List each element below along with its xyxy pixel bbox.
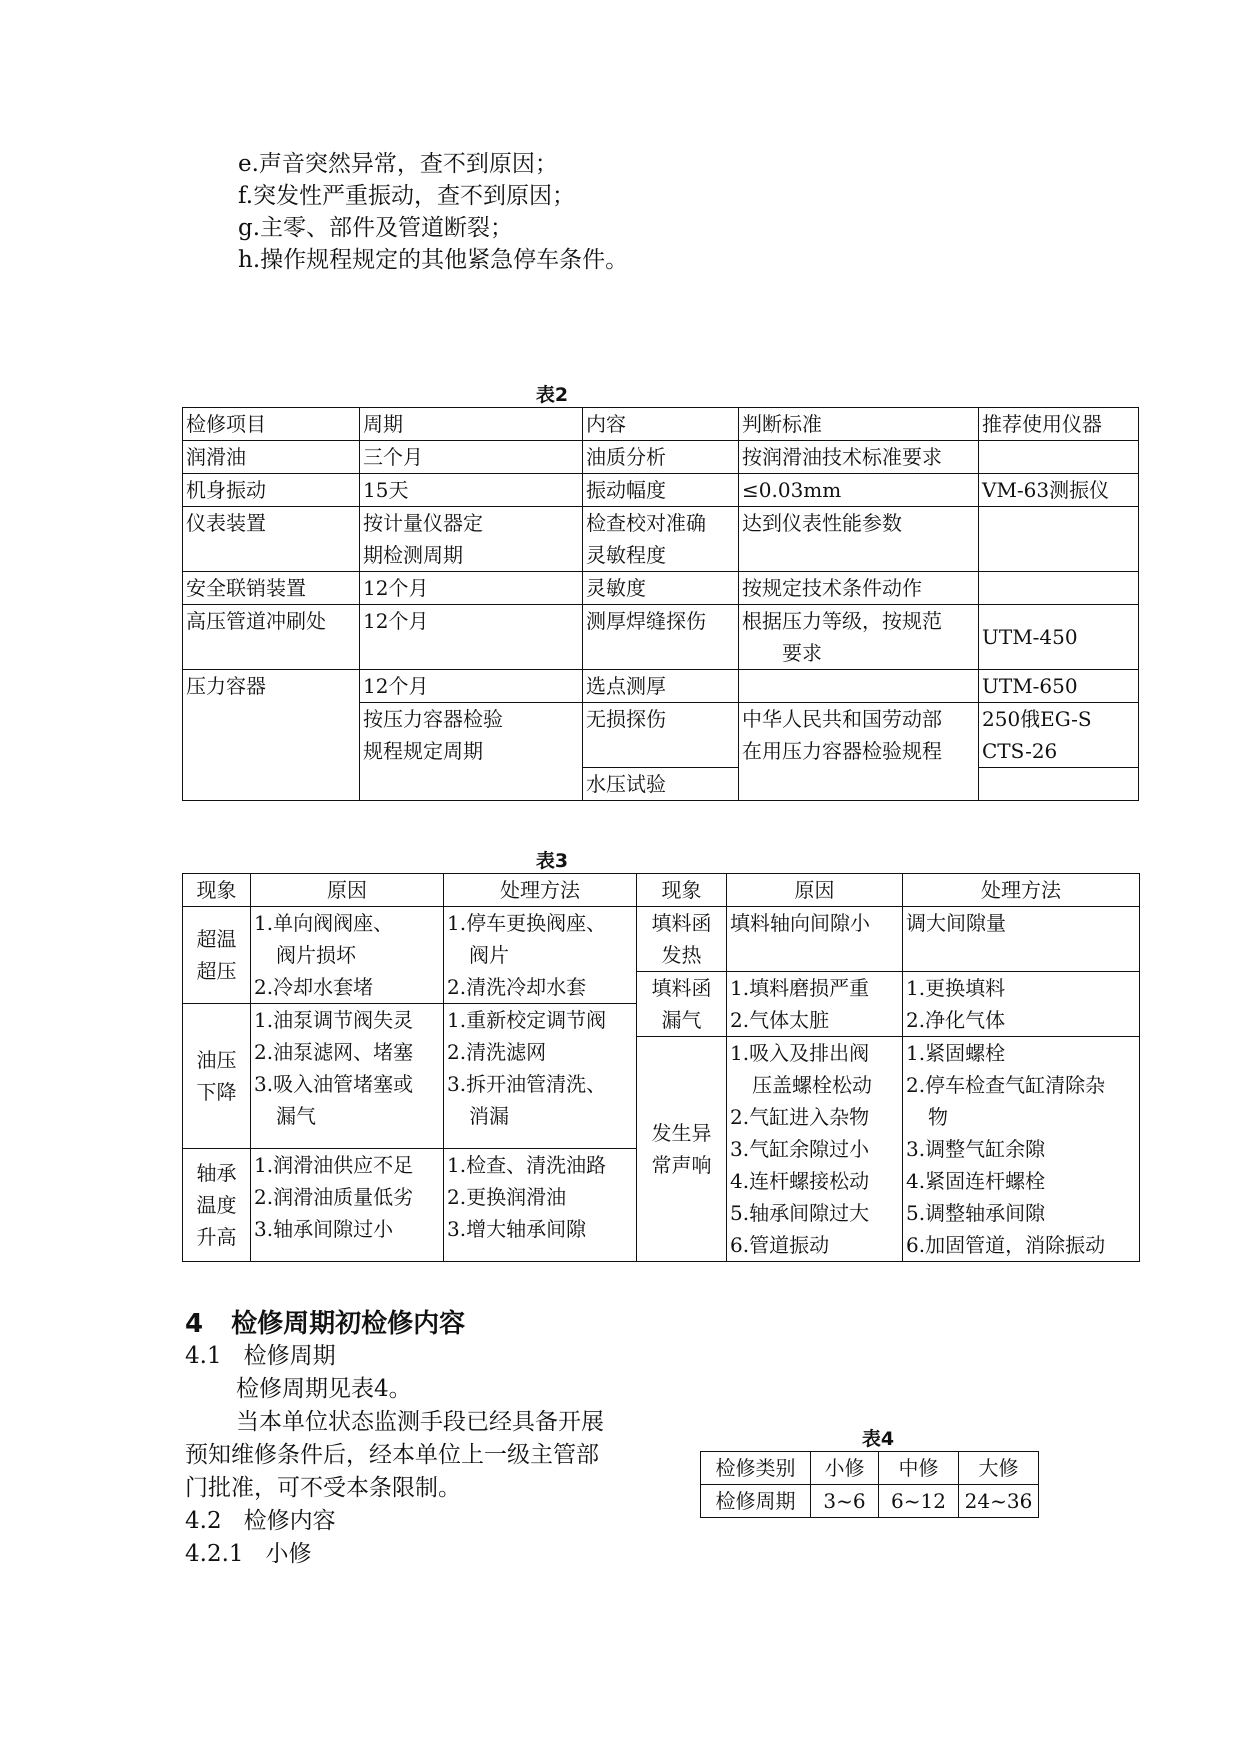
table-cell xyxy=(727,972,903,1037)
table-row xyxy=(701,1452,1039,1485)
table-cell xyxy=(739,703,979,801)
table-cell: 按润滑油技术标准要求 xyxy=(739,441,979,474)
table-row xyxy=(183,670,1139,703)
table-row xyxy=(183,572,1139,605)
table-cell: 三个月 xyxy=(360,441,583,474)
cell-line: 物 xyxy=(928,1105,948,1129)
list-item-h: h.操作规程规定的其他紧急停车条件。 xyxy=(238,247,629,273)
table-cell: 12个月 xyxy=(360,572,583,605)
list-item-g: g.主零、部件及管道断裂； xyxy=(238,215,514,241)
table-cell: 12个月 xyxy=(360,670,583,703)
paragraph: 检修周期见表4。 xyxy=(236,1376,412,1402)
table-cell: 无损探伤 xyxy=(583,703,739,768)
section-number: 4 xyxy=(185,1309,204,1339)
subsection-number: 4.1 xyxy=(185,1343,222,1369)
cell-line: 3.吸入油管堵塞或 xyxy=(254,1072,414,1096)
section-title: 检修周期初检修内容 xyxy=(231,1309,466,1339)
cell-line: 2.更换润滑油 xyxy=(447,1184,567,1209)
cell-line: 检查校对准确 xyxy=(586,511,706,535)
subsection-number: 4.2.1 xyxy=(185,1541,244,1567)
paragraph-line: 门批准，可不受本条限制。 xyxy=(185,1475,461,1501)
table-row xyxy=(183,441,1139,474)
cell-line: 2.气体太脏 xyxy=(730,1008,830,1032)
table-header-cell: 检修项目 xyxy=(183,408,360,441)
table-header-cell: 小修 xyxy=(811,1452,879,1485)
table-cell xyxy=(637,1037,727,1262)
table-cell xyxy=(183,1004,251,1149)
table-cell xyxy=(360,703,583,801)
table-cell xyxy=(251,1004,444,1149)
subsection-title: 检修周期 xyxy=(243,1343,336,1369)
cell-line: 漏气 xyxy=(661,1008,702,1032)
table-header-cell: 原因 xyxy=(251,874,444,907)
table-header-cell: 内容 xyxy=(583,408,739,441)
table-cell: 机身振动 xyxy=(183,474,360,507)
table-cell: 高压管道冲刷处 xyxy=(183,605,360,670)
cell-line: 3.轴承间隙过小 xyxy=(254,1216,394,1241)
cell-line: 1.单向阀阀座、 xyxy=(254,911,394,935)
subsection-title: 检修内容 xyxy=(243,1508,336,1534)
table-cell: 仪表装置 xyxy=(183,507,360,572)
table-row xyxy=(183,474,1139,507)
table-cell: 润滑油 xyxy=(183,441,360,474)
table-header-cell: 周期 xyxy=(360,408,583,441)
table-cell: 选点测厚 xyxy=(583,670,739,703)
cell-line: 1.重新校定调节阀 xyxy=(447,1008,607,1032)
cell-line: 超压 xyxy=(196,959,237,983)
cell-line: 4.连杆螺接松动 xyxy=(730,1169,870,1193)
table-cell: 达到仪表性能参数 xyxy=(739,507,979,572)
table-header-cell: 检修类别 xyxy=(701,1452,811,1485)
table-row xyxy=(183,907,1140,972)
table-cell xyxy=(444,1148,637,1261)
cell-line: 5.轴承间隙过大 xyxy=(730,1201,870,1225)
table-cell xyxy=(251,907,444,1004)
cell-line: 填料函 xyxy=(651,911,712,935)
table-cell: 灵敏度 xyxy=(583,572,739,605)
cell-line: 1.吸入及排出阀 xyxy=(730,1041,870,1065)
cell-line: 1.停车更换阀座、 xyxy=(447,911,607,935)
cell-line: 6.加固管道，消除振动 xyxy=(906,1233,1106,1257)
table-header-cell: 原因 xyxy=(727,874,903,907)
cell-line: 轴承 xyxy=(196,1160,237,1185)
cell-line: 发生异 xyxy=(651,1121,712,1145)
subsection-heading xyxy=(185,1340,336,1372)
cell-line: 1.紧固螺栓 xyxy=(906,1041,1006,1065)
table-cell: 测厚焊缝探伤 xyxy=(583,605,739,670)
cell-line: 升高 xyxy=(196,1224,237,1249)
cell-line: 阀片损坏 xyxy=(276,943,356,967)
table-cell xyxy=(637,972,727,1037)
subsection-heading xyxy=(185,1505,336,1537)
cell-line: 2.清洗冷却水套 xyxy=(447,975,587,999)
cell-line: 规程规定周期 xyxy=(363,739,483,763)
table3-caption: 表3 xyxy=(535,850,569,872)
table-header-cell: 大修 xyxy=(959,1452,1039,1485)
cell-line: 1.润滑油供应不足 xyxy=(254,1152,414,1177)
table-header-cell: 判断标准 xyxy=(739,408,979,441)
table-cell: 填料轴向间隙小 xyxy=(727,907,903,972)
list-item-e: e.声音突然异常，查不到原因； xyxy=(238,151,558,177)
cell-line: 1.油泵调节阀失灵 xyxy=(254,1008,414,1032)
table-cell xyxy=(979,441,1139,474)
table-cell xyxy=(903,1037,1140,1262)
table-cell xyxy=(979,768,1139,801)
table-header-cell: 现象 xyxy=(637,874,727,907)
cell-line: 按计量仪器定 xyxy=(363,511,483,535)
table-header-cell: 处理方法 xyxy=(444,874,637,907)
cell-line: 要求 xyxy=(782,641,822,665)
cell-line: 灵敏程度 xyxy=(586,543,666,567)
table-row xyxy=(183,408,1139,441)
list-item-f: f.突发性严重振动，查不到原因； xyxy=(238,183,576,209)
cell-line: 3.调整气缸余隙 xyxy=(906,1137,1046,1161)
table3 xyxy=(182,873,1140,1262)
table-header-cell: 推荐使用仪器 xyxy=(979,408,1139,441)
table-cell xyxy=(979,703,1139,768)
cell-line: 1.填料磨损严重 xyxy=(730,976,870,1000)
cell-line: CTS-26 xyxy=(982,739,1058,763)
table-cell xyxy=(727,1037,903,1262)
table-cell xyxy=(979,507,1139,572)
table-cell: 24~36 xyxy=(959,1485,1039,1518)
table-cell: 3~6 xyxy=(811,1485,879,1518)
cell-line: 油压 xyxy=(196,1047,237,1072)
section-heading xyxy=(185,1303,465,1340)
table-cell xyxy=(360,507,583,572)
cell-line: 1.更换填料 xyxy=(906,976,1006,1000)
cell-line: 2.气缸进入杂物 xyxy=(730,1105,870,1129)
table-cell: 水压试验 xyxy=(583,768,739,801)
cell-line: 4.紧固连杆螺栓 xyxy=(906,1169,1046,1193)
table4 xyxy=(700,1451,1039,1518)
cell-line: 超温 xyxy=(196,927,237,951)
cell-line: 2.油泵滤网、堵塞 xyxy=(254,1040,414,1064)
cell-line: 下降 xyxy=(196,1079,237,1104)
table-cell: 安全联销装置 xyxy=(183,572,360,605)
cell-line: 中华人民共和国劳动部 xyxy=(742,707,942,731)
table-row xyxy=(183,605,1139,670)
table-row xyxy=(183,507,1139,572)
table-cell xyxy=(251,1148,444,1261)
cell-line: 6.管道振动 xyxy=(730,1233,830,1257)
cell-line: 250俄EG-S xyxy=(982,707,1092,731)
table-header-cell: 处理方法 xyxy=(903,874,1140,907)
cell-line: 2.停车检查气缸清除杂 xyxy=(906,1073,1106,1097)
table-cell: 振动幅度 xyxy=(583,474,739,507)
table-cell xyxy=(739,605,979,670)
cell-line: 漏气 xyxy=(276,1104,316,1128)
cell-line: 2.净化气体 xyxy=(906,1008,1006,1032)
table-cell: 按规定技术条件动作 xyxy=(739,572,979,605)
table4-caption: 表4 xyxy=(861,1428,895,1450)
table-cell xyxy=(183,907,251,1004)
table-cell: 12个月 xyxy=(360,605,583,670)
cell-line: 常声响 xyxy=(651,1153,712,1177)
cell-line: 填料函 xyxy=(651,976,712,1000)
table-cell: 调大间隙量 xyxy=(903,907,1140,972)
cell-line: 2.润滑油质量低劣 xyxy=(254,1184,414,1209)
subsection-title: 小修 xyxy=(265,1541,312,1567)
table-cell: 检修周期 xyxy=(701,1485,811,1518)
cell-line: 1.检查、清洗油路 xyxy=(447,1152,607,1177)
table-row xyxy=(183,874,1140,907)
table-header-cell: 现象 xyxy=(183,874,251,907)
table-cell: 6~12 xyxy=(879,1485,959,1518)
cell-line: 阀片 xyxy=(469,943,509,967)
table-cell xyxy=(583,507,739,572)
paragraph-line: 当本单位状态监测手段已经具备开展 xyxy=(236,1409,604,1435)
table2-caption: 表2 xyxy=(535,384,569,406)
table-header-cell: 中修 xyxy=(879,1452,959,1485)
table-cell: 压力容器 xyxy=(183,670,360,801)
table2 xyxy=(182,407,1139,801)
subsection-number: 4.2 xyxy=(185,1508,222,1534)
cell-line: 温度 xyxy=(196,1192,237,1217)
table-cell: VM-63测振仪 xyxy=(979,474,1139,507)
table-cell xyxy=(739,670,979,703)
paragraph-line: 预知维修条件后，经本单位上一级主管部 xyxy=(185,1442,599,1468)
table-cell xyxy=(979,572,1139,605)
table-row xyxy=(701,1485,1039,1518)
cell-line: 5.调整轴承间隙 xyxy=(906,1201,1046,1225)
cell-line: 3.气缸余隙过小 xyxy=(730,1137,870,1161)
table-cell: UTM-450 xyxy=(979,605,1139,670)
table-cell: 油质分析 xyxy=(583,441,739,474)
table-cell xyxy=(444,1004,637,1149)
cell-line: 发热 xyxy=(661,943,702,967)
cell-line: 期检测周期 xyxy=(363,543,463,567)
cell-line: 2.冷却水套堵 xyxy=(254,975,374,999)
table-cell xyxy=(637,907,727,972)
table-cell xyxy=(183,1148,251,1261)
cell-line: 2.清洗滤网 xyxy=(447,1040,547,1064)
table-cell: ≤0.03mm xyxy=(739,474,979,507)
subsection-heading xyxy=(185,1538,312,1570)
cell-line: 压盖螺栓松动 xyxy=(752,1073,872,1097)
cell-line: 按压力容器检验 xyxy=(363,707,503,731)
table-cell xyxy=(444,907,637,1004)
cell-line: 根据压力等级，按规范 xyxy=(742,609,942,633)
cell-line: 消漏 xyxy=(469,1104,509,1128)
cell-line: 3.增大轴承间隙 xyxy=(447,1216,587,1241)
cell-line: 在用压力容器检验规程 xyxy=(742,739,942,763)
cell-line: 3.拆开油管清洗、 xyxy=(447,1072,607,1096)
table-cell: UTM-650 xyxy=(979,670,1139,703)
table-cell xyxy=(903,972,1140,1037)
table-cell: 15天 xyxy=(360,474,583,507)
